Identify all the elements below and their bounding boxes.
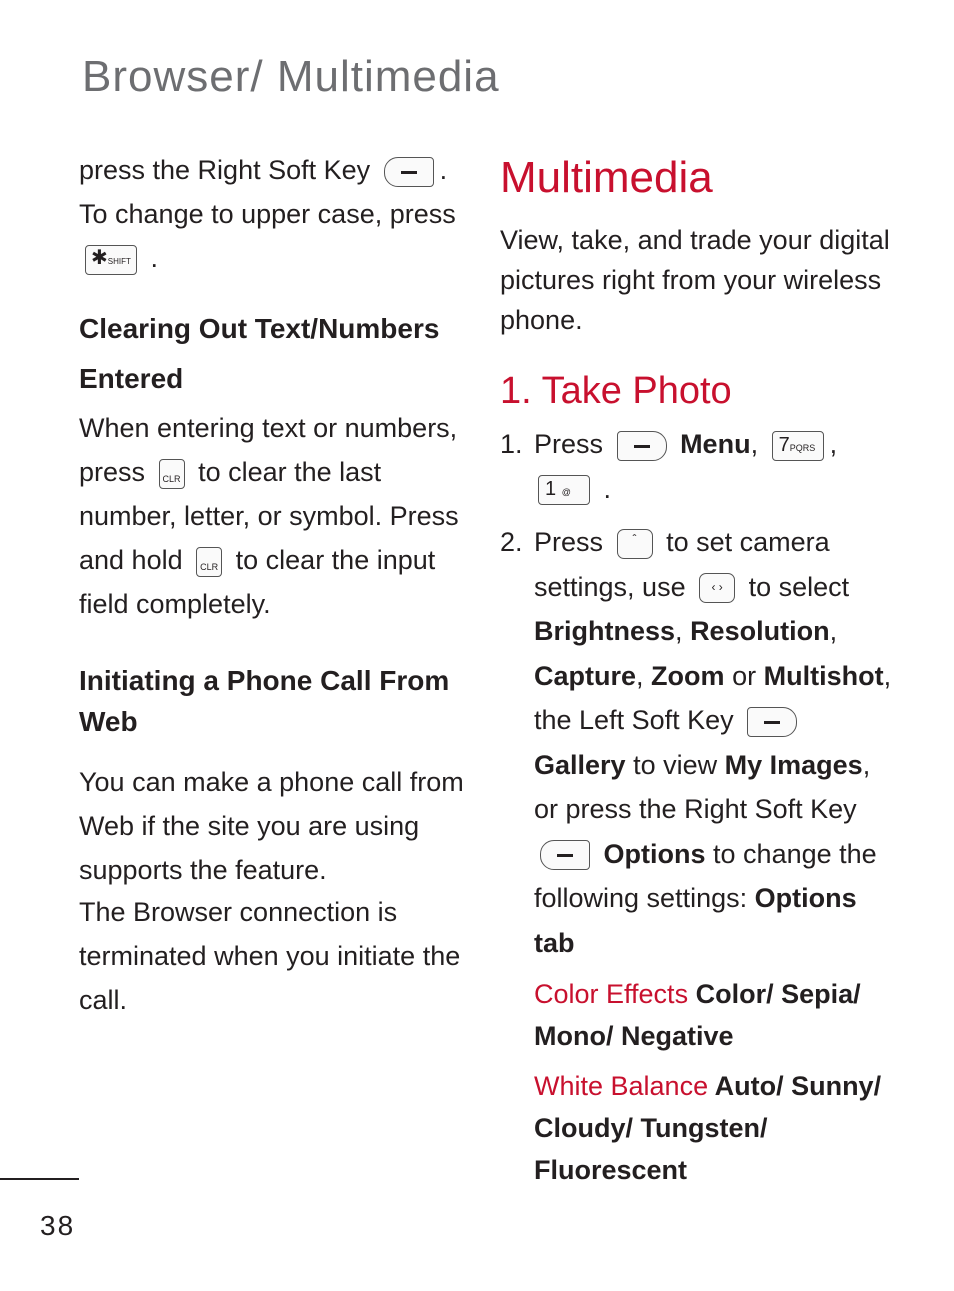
white-balance-option: White Balance Auto/ Sunny/ Cloudy/ Tungsten/ Fluorescent: [534, 1071, 882, 1185]
right-soft-key-icon: [384, 157, 434, 187]
call-paragraph-1: You can make a phone call from Web if the site you are using supports the feature.: [79, 767, 464, 885]
shift-key-icon: ✱SHIFT: [85, 245, 137, 275]
right-soft-key-icon: [540, 840, 590, 870]
call-paragraph-2: The Browser connection is terminated when you initiate the call.: [79, 897, 461, 1015]
step-1: 1. Press Menu, 7PQRS , 1 @ .: [500, 429, 838, 504]
section-title: Browser/ Multimedia: [82, 52, 500, 101]
shift-instructions: press the Right Soft Key . To change to upper case, press ✱SHIFT .: [79, 155, 456, 273]
nav-up-key-icon: ˆ: [617, 529, 653, 559]
right-column: [500, 148, 900, 1191]
key-7-icon: 7PQRS: [772, 431, 824, 461]
multimedia-intro: View, take, and trade your digital pictures right from your wireless phone.: [500, 225, 890, 335]
left-soft-key-icon: [617, 431, 667, 461]
step-2: 2. Press ˆ to set camera settings, use ‹ › to select Brightness, Resolution, Capture, Zoom or Multishot, the Left Soft Key Gallery to view My Images, or press the Right Soft Key Options to change the following settings: Options tab: [500, 527, 892, 958]
take-photo-steps: [500, 422, 900, 965]
clear-key-icon: CLR: [196, 547, 222, 577]
clear-heading: Clearing Out Text/Numbers Entered: [79, 313, 440, 394]
take-photo-heading: 1. Take Photo: [500, 370, 732, 412]
clear-instructions: When entering text or numbers, press CLR to clear the last number, letter, or symbol. Press and hold CLR to clear the input field completely.: [79, 413, 459, 619]
nav-left-right-key-icon: ‹ ›: [699, 573, 735, 603]
call-heading: Initiating a Phone Call From Web: [79, 665, 450, 737]
left-soft-key-icon: [747, 707, 797, 737]
footer-divider: [0, 1178, 79, 1180]
multimedia-title: Multimedia: [500, 153, 713, 202]
page-number: 38: [40, 1210, 76, 1241]
color-effects-option: Color Effects Color/ Sepia/ Mono/ Negative: [534, 979, 861, 1051]
clear-key-icon: CLR: [159, 459, 185, 489]
left-column: [79, 148, 471, 1022]
key-1-icon: 1 @: [538, 475, 590, 505]
